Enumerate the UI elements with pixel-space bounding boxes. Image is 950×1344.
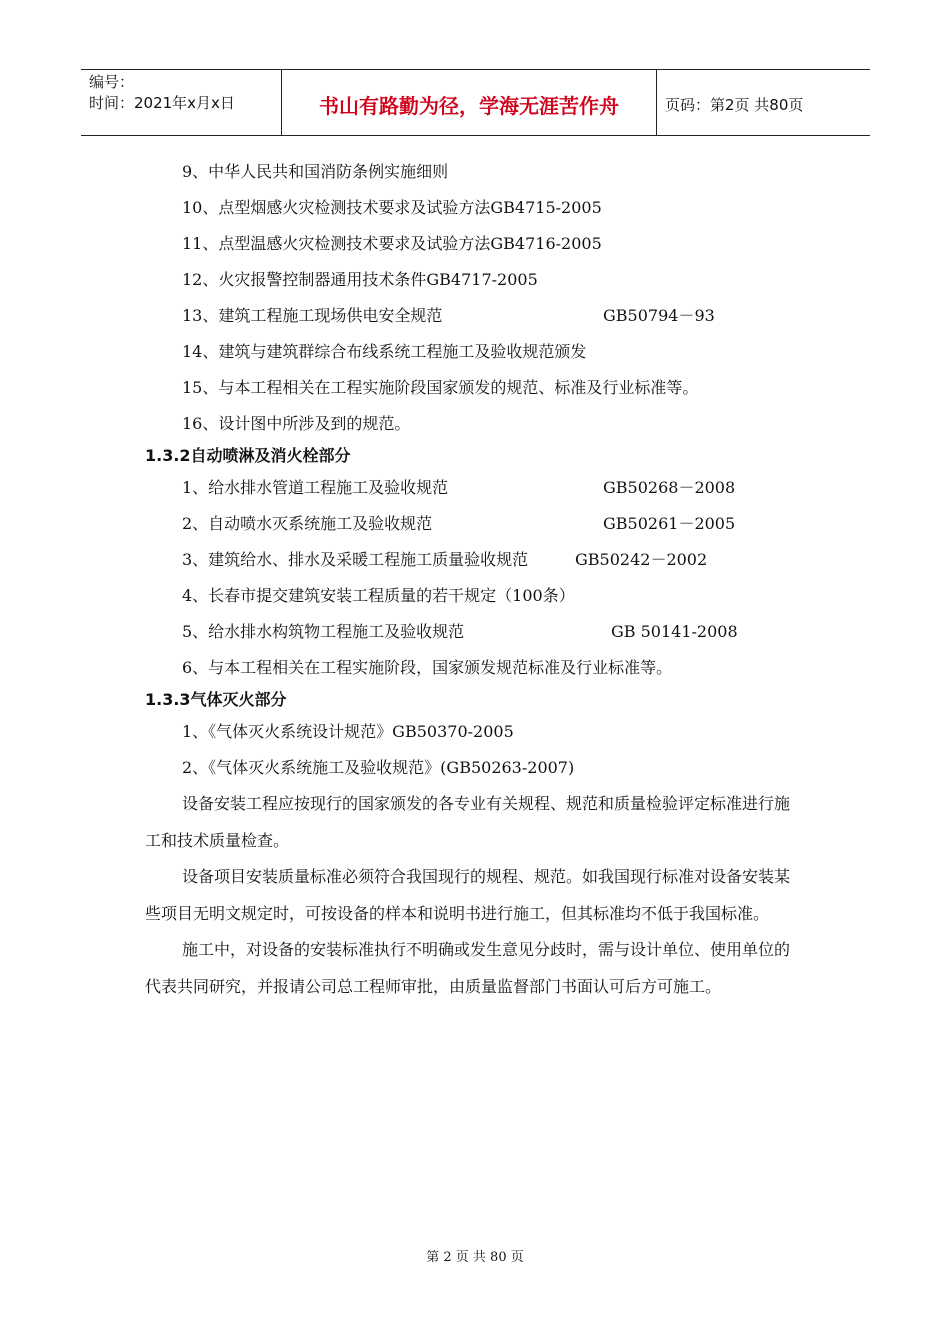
list-item: 13、建筑工程施工现场供电安全规范 GB50794－93 — [145, 298, 805, 334]
header-page-info: 页码：第2页 共80页 — [665, 96, 804, 114]
standard-code: GB50242－2002 — [575, 550, 708, 569]
document-body — [145, 154, 805, 1005]
standards-list-continued — [145, 154, 805, 442]
list-item: 16、设计图中所涉及到的规范。 — [182, 414, 411, 433]
standard-code: GB50268－2008 — [603, 478, 736, 497]
section-heading-1-3-2: 1.3.2自动喷淋及消火栓部分 — [145, 446, 351, 465]
gas-extinguishing-list — [145, 714, 805, 786]
list-item: 2、《气体灭火系统施工及验收规范》(GB50263-2007) — [182, 758, 575, 777]
list-item: 14、建筑与建筑群综合布线系统工程施工及验收规范颁发 — [182, 342, 587, 361]
list-item: 1、给水排水管道工程施工及验收规范 GB50268－2008 — [145, 470, 805, 506]
paragraph: 设备项目安装质量标准必须符合我国现行的规程、规范。如我国现行标准对设备安装某些项目无明文规定时，可按设备的样本和说明书进行施工，但其标准均不低于我国标准。 — [145, 867, 791, 923]
header-table — [81, 69, 870, 136]
list-item: 9、中华人民共和国消防条例实施细则 — [182, 162, 449, 181]
list-item: 4、长春市提交建筑安装工程质量的若干规定（100条） — [182, 586, 575, 605]
standard-code: GB50794－93 — [603, 306, 715, 325]
document-date: 时间：2021年x月x日 — [89, 94, 235, 112]
list-item: 10、点型烟感火灾检测技术要求及试验方法GB4715-2005 — [182, 198, 602, 217]
paragraph: 设备安装工程应按现行的国家颁发的各专业有关规程、规范和质量检验评定标准进行施工和技术质量检查。 — [145, 794, 791, 850]
list-item: 12、火灾报警控制器通用技术条件GB4717-2005 — [182, 270, 538, 289]
paragraph: 施工中，对设备的安装标准执行不明确或发生意见分歧时，需与设计单位、使用单位的代表共同研究，并报请公司总工程师审批，由质量监督部门书面认可后方可施工。 — [145, 940, 791, 996]
list-item: 3、建筑给水、排水及采暖工程施工质量验收规范 GB50242－2002 — [145, 542, 805, 578]
list-item: 5、给水排水构筑物工程施工及验收规范 GB 50141-2008 — [145, 614, 805, 650]
header-left-cell — [81, 70, 282, 135]
header-motto: 书山有路勤为径，学海无涯苦作舟 — [282, 70, 657, 135]
standard-code: GB 50141-2008 — [611, 622, 738, 641]
list-item: 2、自动喷水灭系统施工及验收规范 GB50261－2005 — [145, 506, 805, 542]
page-footer: 第 2 页 共 80 页 — [426, 1250, 524, 1265]
sprinkler-standards-list — [145, 470, 805, 686]
document-number-label: 编号： — [89, 73, 135, 91]
list-item: 11、点型温感火灾检测技术要求及试验方法GB4716-2005 — [182, 234, 602, 253]
standard-code: GB50261－2005 — [603, 514, 736, 533]
list-item: 15、与本工程相关在工程实施阶段国家颁发的规范、标准及行业标准等。 — [182, 378, 699, 397]
list-item: 6、与本工程相关在工程实施阶段，国家颁发规范标准及行业标准等。 — [182, 658, 673, 677]
list-item: 1、《气体灭火系统设计规范》GB50370-2005 — [182, 722, 514, 741]
section-heading-1-3-3: 1.3.3气体灭火部分 — [145, 690, 287, 709]
